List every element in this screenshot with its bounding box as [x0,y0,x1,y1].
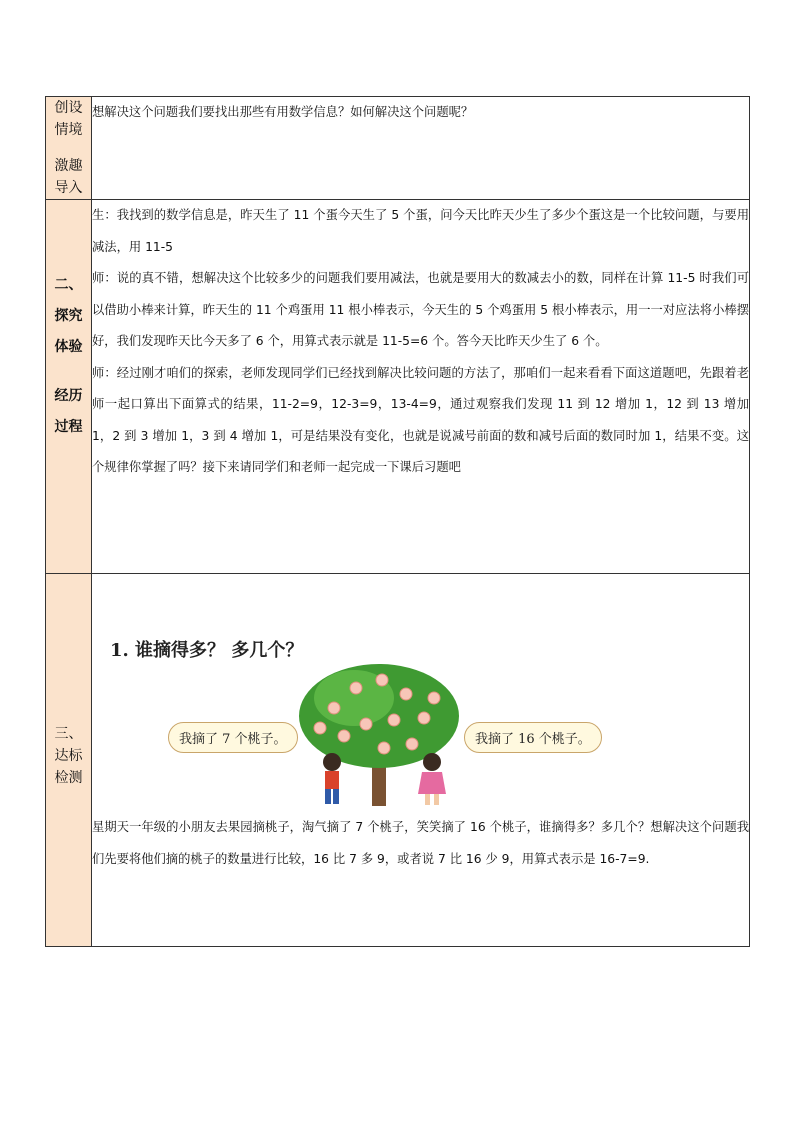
side-label-line: 创设 [54,100,83,116]
section-label-intro [46,97,92,200]
section-row-assess [46,574,750,947]
section-label-assess [46,574,92,947]
boy-figure [323,753,341,804]
peach-tree-icon [294,658,464,808]
section-label-explore [46,200,92,574]
side-label-line: 经历 [54,388,83,404]
side-label-line: 导入 [54,180,83,196]
side-label-line: 体验 [54,339,83,355]
side-label-line: 检测 [54,770,83,786]
side-label-line: 达标 [54,748,83,764]
exercise-title: 1. 谁摘得多？ 多几个？ [110,640,304,661]
side-label-line: 激趣 [54,158,83,174]
paragraph: 生：我找到的数学信息是，昨天生了 11 个蛋今天生了 5 个蛋，问今天比昨天少生了多少个蛋这是一个比较问题，与要用减法，用 11-5 [92,208,749,254]
side-label-line: 过程 [54,419,83,435]
side-label-line: 三、 [54,726,83,742]
paragraph: 星期天一年级的小朋友去果园摘桃子，淘气摘了 7 个桃子，笑笑摘了 16 个桃子，谁摘得多？多几个？想解决这个问题我们先要将他们摘的桃子的数量进行比较，16 比 7 多 9，或者说 7 比 16 少 9，用算式表示是 16-7=9. [92,820,749,866]
section-content-intro [92,97,750,200]
speech-bubble-right: 我摘了 16 个桃子。 [464,722,602,753]
speech-bubble-left: 我摘了 7 个桃子。 [168,722,298,753]
section-content-assess [92,574,750,947]
section-content-explore [92,200,750,574]
paragraph: 师：经过刚才咱们的探索，老师发现同学们已经找到解决比较问题的方法了，那咱们一起来看看下面这道题吧，先跟着老师一起口算出下面算式的结果，11-2=9，12-3=9，13-4=9，通过观察我们发现 11 到 12 增加 1，12 到 13 增加 1，2 到 3 增加 1，3 到 4 增加 1，可是结果没有变化，也就是说减号前面的数和减号后面的数同时加 1，结果不变。这个规律你掌握了吗？接下来请同学们和老师一起完成一下课后习题吧 [92,365,749,474]
side-label-line: 探究 [54,308,83,324]
peach-tree-illustration [104,622,654,812]
section-row-explore [46,200,750,574]
girl-figure [418,753,446,805]
paragraph: 师：说的真不错，想解决这个比较多少的问题我们要用减法，也就是要用大的数减去小的数，同样在计算 11-5 时我们可以借助小棒来计算，昨天生的 11 个鸡蛋用 11 根小棒表示，今天生的 5 个鸡蛋用 5 根小棒表示，用一一对应法将小棒摆好，我们发现昨天比今天多了 6 个，用算式表示就是 11-5=6 个。答今天比昨天少生了 6 个。 [92,271,749,348]
section-row-intro [46,97,750,200]
paragraph: 想解决这个问题我们要找出那些有用数学信息？如何解决这个问题呢？ [92,105,474,119]
side-label-line: 二、 [54,277,83,293]
side-label-line: 情境 [54,122,83,138]
lesson-plan-table [45,96,750,947]
